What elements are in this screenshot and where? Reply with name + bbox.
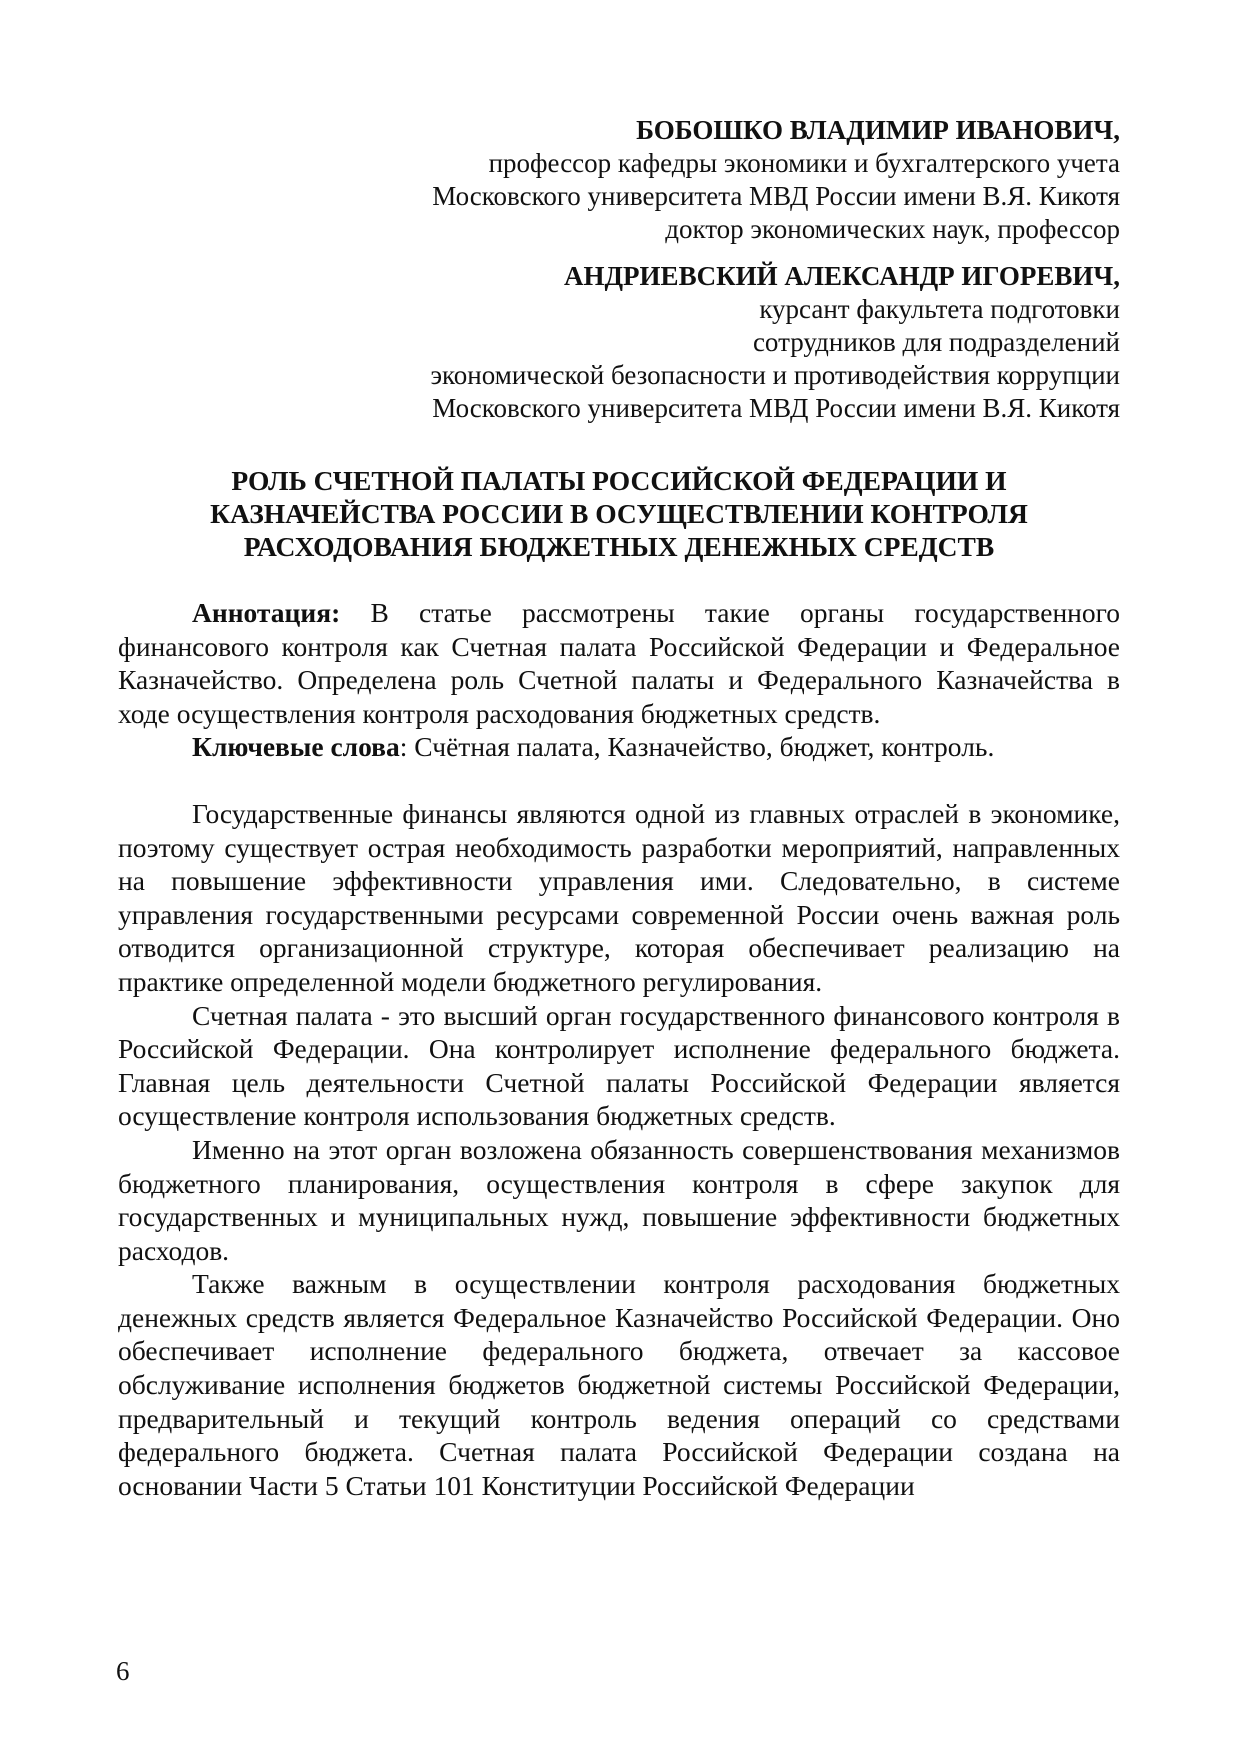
body-paragraph: Счетная палата - это высший орган государственного финансового контроля в Российской Федерации. Она контролирует исполнение федерального бюджета. Главная цель деятельности Счетной палаты Российской Федерации является осуществление контроля использования бюджетных средств.	[118, 999, 1120, 1132]
article-title	[118, 464, 1120, 563]
keywords-label: Ключевые слова	[192, 731, 400, 763]
keywords	[118, 730, 1120, 764]
page-number: 6	[116, 1656, 130, 1686]
author-2-position: курсант факультета подготовки	[759, 294, 1120, 324]
abstract	[118, 596, 1120, 730]
abstract-text: В статье рассмотрены такие органы государственного финансового контроля как Счетная палата Российской Федерации и Федеральное Казначейство. Определена роль Счетной палаты и Федерального Казначейства в ходе осуществления контроля расходования бюджетных средств.	[118, 597, 1120, 729]
author-1-position: профессор кафедры экономики и бухгалтерского учета	[488, 148, 1120, 178]
author-2-affiliation: Московского университета МВД России имени В.Я. Кикотя	[432, 393, 1120, 423]
article-body	[118, 596, 1120, 1502]
author-2	[118, 260, 1120, 425]
title-line: РАСХОДОВАНИЯ БЮДЖЕТНЫХ ДЕНЕЖНЫХ СРЕДСТВ	[243, 531, 995, 562]
authors-block	[118, 114, 1120, 425]
author-2-position-cont: сотрудников для подразделений	[752, 327, 1120, 357]
author-1-name: БОБОШКО ВЛАДИМИР ИВАНОВИЧ,	[636, 115, 1120, 145]
body-paragraph: Также важным в осуществлении контроля расходования бюджетных денежных средств является Федеральное Казначейство Российской Федерации. Оно обеспечивает исполнение федерального бюджета, отвечает за кассовое обслуживание исполнения бюджетов бюджетной системы Российской Федерации, предварительный и текущий контроль ведения операций со средствами федерального бюджета. Счетная палата Российской Федерации создана на основании Части 5 Статьи 101 Конституции Российской Федерации	[118, 1268, 1120, 1501]
author-1	[118, 114, 1120, 246]
author-1-degree: доктор экономических наук, профессор	[665, 214, 1120, 244]
title-line: КАЗНАЧЕЙСТВА РОССИИ В ОСУЩЕСТВЛЕНИИ КОНТРОЛЯ	[210, 498, 1028, 529]
author-2-department: экономической безопасности и противодействия коррупции	[430, 360, 1120, 390]
keywords-text: : Счётная палата, Казначейство, бюджет, контроль.	[399, 731, 995, 763]
author-1-affiliation: Московского университета МВД России имени В.Я. Кикотя	[432, 181, 1120, 211]
body-paragraph: Государственные финансы являются одной из главных отраслей в экономике, поэтому существует острая необходимость разработки мероприятий, направленных на повышение эффективности управления ими. Следовательно, в системе управления государственными ресурсами современной России очень важная роль отводится организационной структуре, которая обеспечивает реализацию на практике определенной модели бюджетного регулирования.	[118, 797, 1120, 997]
title-line: РОЛЬ СЧЕТНОЙ ПАЛАТЫ РОССИЙСКОЙ ФЕДЕРАЦИИ И	[231, 465, 1007, 496]
section-spacer	[118, 764, 1120, 797]
author-2-name: АНДРИЕВСКИЙ АЛЕКСАНДР ИГОРЕВИЧ,	[563, 261, 1120, 291]
abstract-label: Аннотация:	[192, 597, 341, 628]
body-paragraph: Именно на этот орган возложена обязанность совершенствования механизмов бюджетного планирования, осуществления контроля в сфере закупок для государственных и муниципальных нужд, повышение эффективности бюджетных расходов.	[118, 1133, 1120, 1266]
